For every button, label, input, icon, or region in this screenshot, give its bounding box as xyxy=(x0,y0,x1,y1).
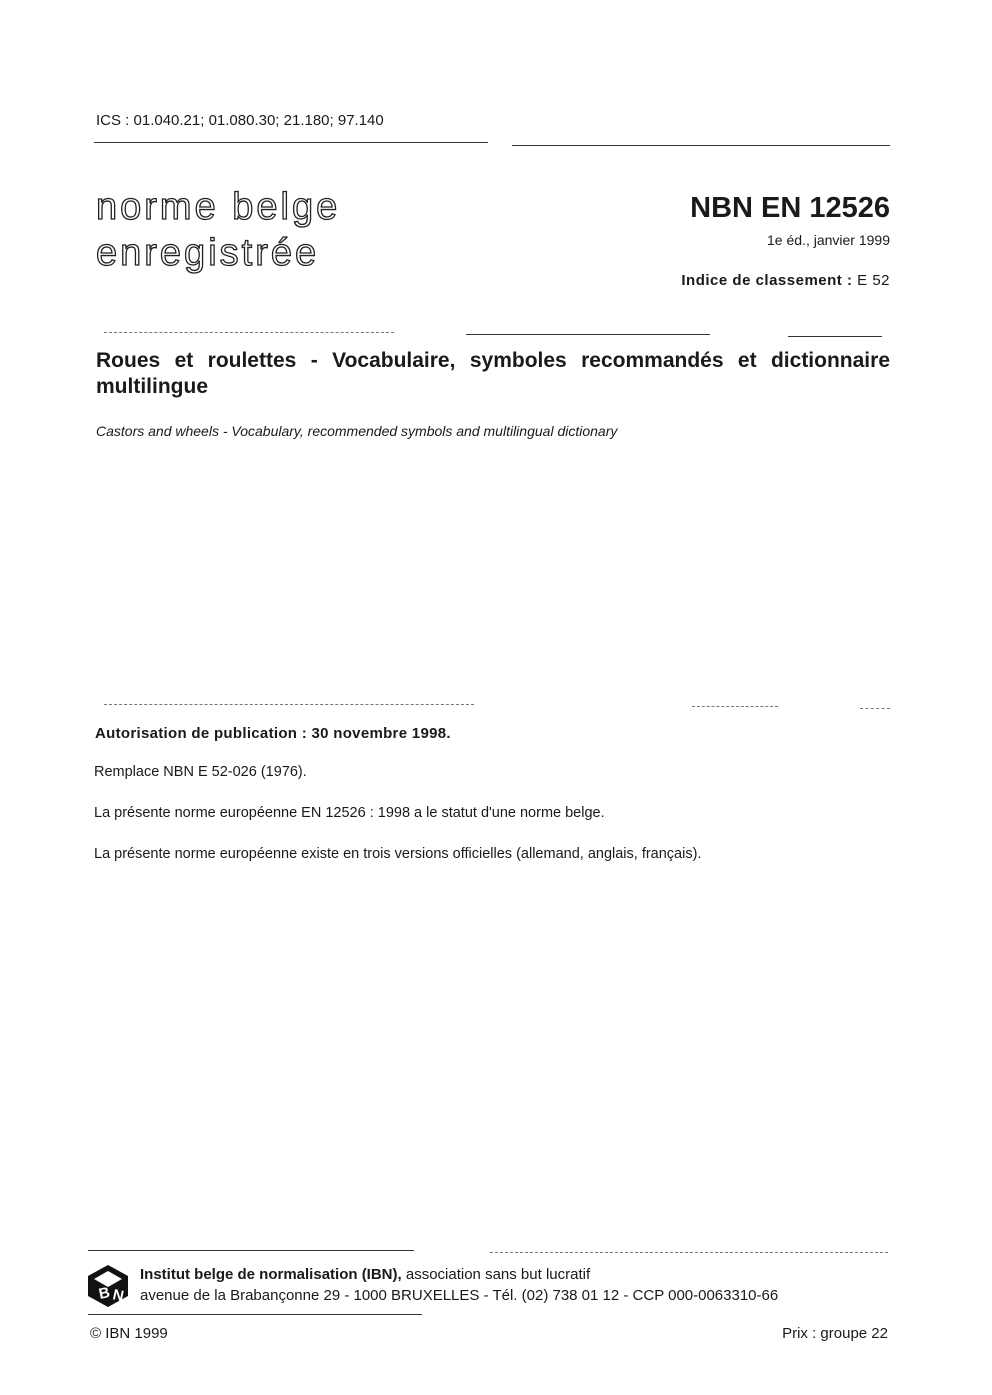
body-rule-middle xyxy=(692,706,778,707)
versions-note: La présente norme européenne existe en trois versions officielles (allemand, anglais, français). xyxy=(94,846,702,862)
brand-wordmark xyxy=(96,184,340,276)
replaces-note: Remplace NBN E 52-026 (1976). xyxy=(94,764,307,780)
document-title-french: Roues et roulettes - Vocabulaire, symboles recommandés et dictionnaire multilingue xyxy=(96,349,890,398)
ics-codes: ICS : 01.040.21; 01.080.30; 21.180; 97.140 xyxy=(96,112,384,129)
classification-label: Indice de classement : xyxy=(681,272,853,289)
institute-address: avenue de la Brabançonne 29 - 1000 BRUXELLES - Tél. (02) 738 01 12 - CCP 000-0063310-66 xyxy=(140,1287,779,1304)
status-note: La présente norme européenne EN 12526 : 1998 a le statut d'une norme belge. xyxy=(94,805,605,821)
footer-rule-right xyxy=(490,1252,888,1253)
body-rule-left xyxy=(104,704,474,705)
brand-line-2: enregistrée xyxy=(96,232,320,274)
classification-value: E 52 xyxy=(857,272,890,289)
title-rule-left xyxy=(104,332,394,333)
institute-description: association sans but lucratif xyxy=(401,1266,591,1283)
title-rule-right xyxy=(788,336,882,337)
svg-text:N: N xyxy=(111,1286,126,1306)
classification-index xyxy=(681,272,890,289)
ibn-logo-icon xyxy=(86,1264,130,1308)
footer-bottom-rule xyxy=(88,1314,422,1315)
svg-text:B: B xyxy=(97,1284,112,1303)
price-group: Prix : groupe 22 xyxy=(782,1325,888,1342)
document-title-english: Castors and wheels - Vocabulary, recommended symbols and multilingual dictionary xyxy=(96,423,618,439)
standard-number: NBN EN 12526 xyxy=(690,192,890,224)
institute-name: Institut belge de normalisation (IBN), xyxy=(140,1266,402,1283)
header-rule-left xyxy=(94,142,488,143)
publication-authorization: Autorisation de publication : 30 novembre 1998. xyxy=(95,725,451,742)
body-rule-right xyxy=(860,708,890,709)
header-rule-right xyxy=(512,145,890,146)
brand-line-1: norme belge xyxy=(96,186,341,228)
footer-rule-left xyxy=(88,1250,414,1251)
copyright: © IBN 1999 xyxy=(90,1325,168,1342)
title-rule-middle xyxy=(466,334,710,335)
institute-line xyxy=(140,1266,590,1283)
edition-date: 1e éd., janvier 1999 xyxy=(767,232,890,248)
